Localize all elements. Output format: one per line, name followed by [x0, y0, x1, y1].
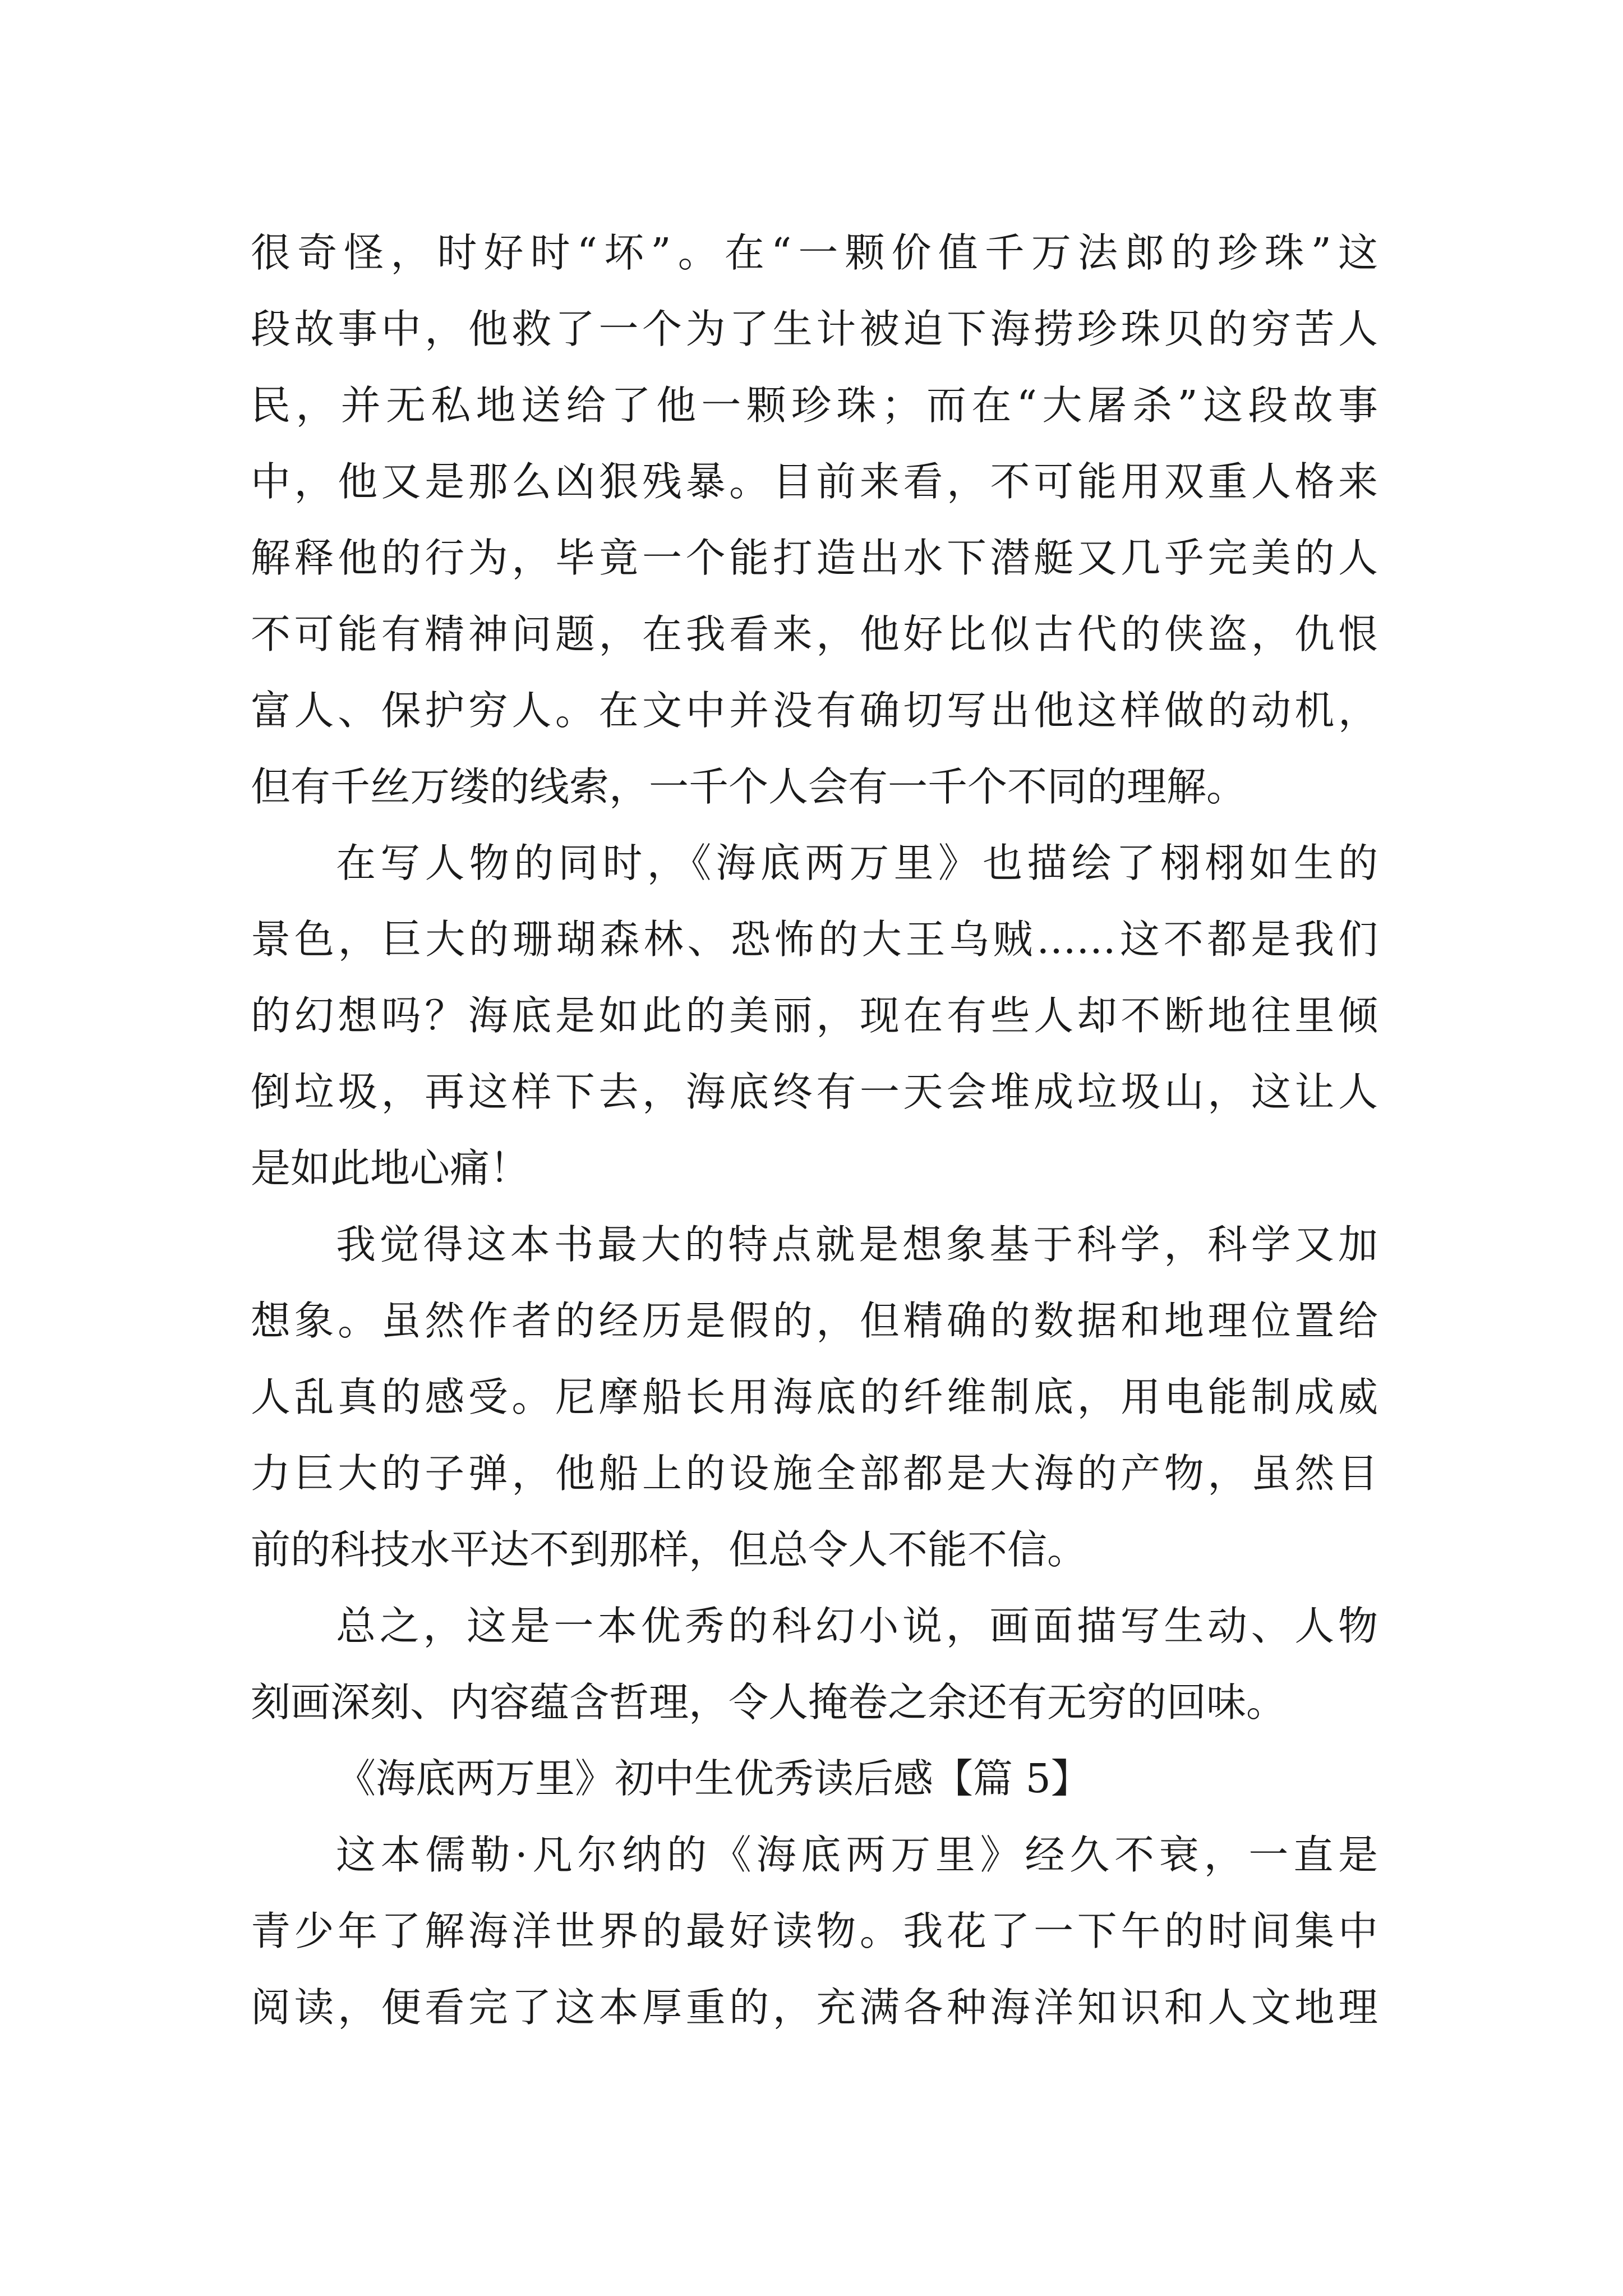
paragraph-summary [251, 1588, 1378, 1741]
text-line: 民，并无私地送给了他一颗珍珠；而在“大屠杀”这段故事 [251, 382, 1378, 429]
paragraph-continuation [251, 215, 1378, 825]
section-heading [251, 1741, 1378, 1817]
document-body [251, 215, 1378, 2046]
paragraph-science [251, 1207, 1378, 1588]
text-line: 想象。虽然作者的经历是假的，但精确的数据和地理位置给 [251, 1297, 1378, 1344]
text-line: 富人、保护穷人。在文中并没有确切写出他这样做的动机， [251, 687, 1378, 734]
text-line: 前的科技水平达不到那样，但总令人不能不信。 [251, 1526, 1087, 1573]
paragraph-essay-5-intro [251, 1817, 1378, 2046]
text-line: 是如此地心痛！ [251, 1145, 530, 1191]
heading-text: 《海底两万里》初中生优秀读后感【篇 5】 [336, 1755, 1091, 1802]
text-line: 我觉得这本书最大的特点就是想象基于科学，科学又加 [336, 1221, 1378, 1268]
text-line: 景色，巨大的珊瑚森林、恐怖的大王乌贼……这不都是我们 [251, 916, 1378, 963]
text-line: 但有千丝万缕的线索，一千个人会有一千个不同的理解。 [251, 763, 1247, 810]
text-line: 力巨大的子弹，他船上的设施全部都是大海的产物，虽然目 [251, 1450, 1378, 1497]
text-line: 很奇怪，时好时“坏”。在“一颗价值千万法郎的珍珠”这 [251, 229, 1378, 276]
text-line: 不可能有精神问题，在我看来，他好比似古代的侠盗，仇恨 [251, 611, 1378, 657]
text-line: 这本儒勒·凡尔纳的《海底两万里》经久不衰，一直是 [336, 1832, 1378, 1878]
text-line: 总之，这是一本优秀的科幻小说，画面描写生动、人物 [336, 1603, 1378, 1649]
text-line: 段故事中，他救了一个为了生计被迫下海捞珍珠贝的穷苦人 [251, 306, 1378, 352]
text-line: 解释他的行为，毕竟一个能打造出水下潜艇又几乎完美的人 [251, 535, 1378, 581]
text-line: 的幻想吗？海底是如此的美丽，现在有些人却不断地往里倾 [251, 992, 1378, 1039]
text-line: 中，他又是那么凶狠残暴。目前来看，不可能用双重人格来 [251, 458, 1378, 505]
text-line: 在写人物的同时，《海底两万里》也描绘了栩栩如生的 [336, 840, 1378, 886]
text-line: 青少年了解海洋世界的最好读物。我花了一下午的时间集中 [251, 1908, 1378, 1954]
text-line: 刻画深刻、内容蕴含哲理，令人掩卷之余还有无穷的回味。 [251, 1679, 1287, 1726]
text-line: 倒垃圾，再这样下去，海底终有一天会堆成垃圾山，这让人 [251, 1069, 1378, 1115]
text-line: 人乱真的感受。尼摩船长用海底的纤维制底，用电能制成威 [251, 1374, 1378, 1420]
paragraph-scenery [251, 825, 1378, 1207]
text-line: 阅读，便看完了这本厚重的，充满各种海洋知识和人文地理 [251, 1984, 1378, 2031]
